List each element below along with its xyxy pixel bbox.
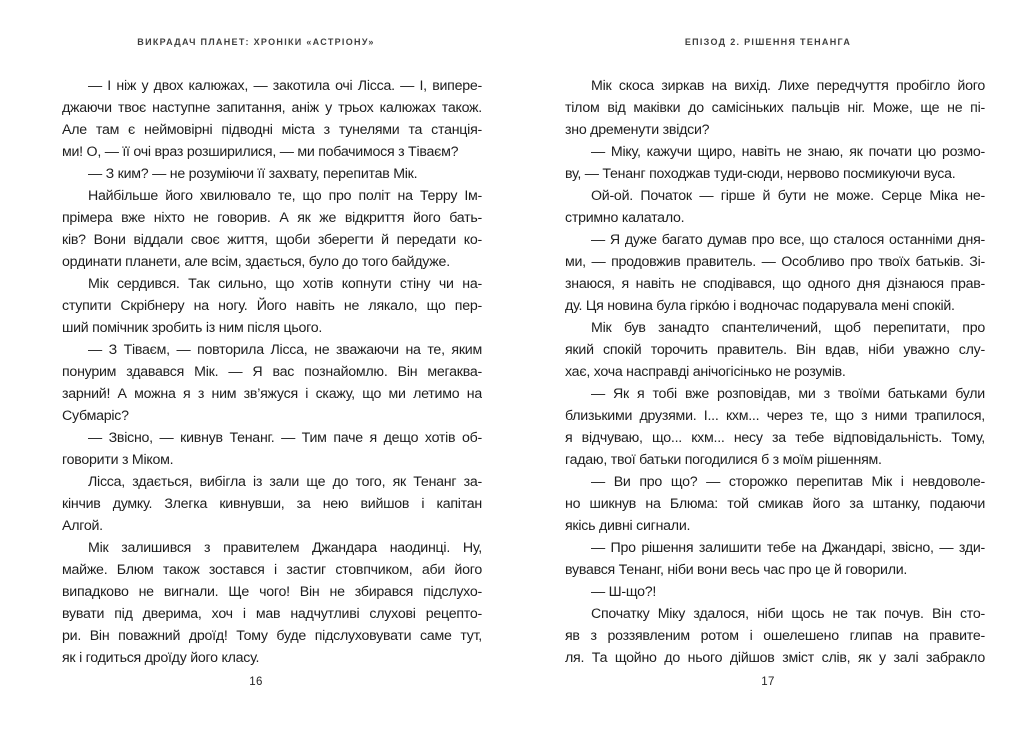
- text-line: вувати під дверима, хоч і мав надчутливі слухові рецепто-: [62, 606, 482, 622]
- text-line: Субмаріс?: [62, 408, 129, 424]
- text-line: ми! О, — її очі враз розширилися, — ми побачимося з Тіваєм?: [62, 144, 459, 160]
- text-line: ків? Вони віддали своє життя, щоби зберегти й передати ко-: [62, 232, 482, 248]
- text-line: Мік сердився. Так сильно, що хотів копнути стіну чи на-: [88, 276, 482, 292]
- text-line: — Про рішення залишити тебе на Джандарі, звісно, — зди-: [591, 540, 985, 556]
- page-number-right: 17: [761, 676, 775, 688]
- text-line: ординати планети, але всім, здається, було до того байдуже.: [62, 254, 450, 270]
- paragraph: [62, 339, 482, 427]
- paragraph: [565, 185, 985, 229]
- paragraph: [62, 75, 482, 163]
- text-line: зарний! А можна я з ним зв’яжуся і скажу, що ми летимо на: [62, 386, 482, 402]
- paragraph: [565, 141, 985, 185]
- right-page: [512, 0, 1024, 741]
- paragraph: [565, 229, 985, 317]
- text-line: Мік скоса зиркав на вихід. Лихе передчуття пробігло його: [591, 78, 985, 94]
- text-line: Алгой.: [62, 518, 103, 534]
- text-line: Найбільше його хвилювало те, що про політ на Терру Ім-: [88, 188, 482, 204]
- paragraph: [565, 383, 985, 471]
- text-line: ший помічник зробить із ним після цього.: [62, 320, 323, 336]
- text-line: — Як я тобі вже розповідав, ми з твоїми батьками були: [591, 386, 985, 402]
- text-line: ми, — продовжив правитель. — Особливо про твоїх батьків. Зі-: [565, 254, 985, 270]
- paragraph: [565, 317, 985, 383]
- text-line: зно дременути звідси?: [565, 122, 710, 138]
- text-line: Але там є неймовірні підводні міста з тунелями та станція-: [62, 122, 482, 138]
- text-line: ву, — Тенанг походжав туди-сюди, нервово посмикуючи вуса.: [565, 166, 956, 182]
- text-line: Мік залишився з правителем Джандара наодинці. Ну,: [88, 540, 482, 556]
- text-line: кінчив думку. Злегка кивнувши, за нею вийшов і капітан: [62, 496, 482, 512]
- text-line: Лісса, здається, вибігла із зали ще до того, як Тенанг за-: [88, 474, 482, 490]
- text-line: Спочатку Міку здалося, ніби щось не так почув. Він сто-: [591, 606, 985, 622]
- text-line: ля. Та щойно до нього дійшов зміст слів, як у залі забракло: [565, 650, 985, 666]
- text-line: гадаю, твої батьки погодилися б з моїм рішенням.: [565, 452, 882, 468]
- text-line: вувався Тенанг, ніби вони весь час про це й говорили.: [565, 562, 908, 578]
- paragraph: [62, 427, 482, 471]
- text-line: яв з роззявленим ротом і ошелешено глипав на правите-: [565, 628, 985, 644]
- text-line: ступити Скрібнеру на ногу. Його навіть не лякало, що пер-: [62, 298, 482, 314]
- text-line: випадково не вигнали. Ще чого! Він не збирався підслухо-: [62, 584, 482, 600]
- text-line: як і годиться дроїду його класу.: [62, 650, 260, 666]
- page-number-left: 16: [249, 676, 263, 688]
- text-line: ду. Ця новина була гірко́ю і водночас подарувала мені спокій.: [565, 298, 955, 314]
- text-line: понурим здавався Мік. — Я вас познайомлю. Він мегаква-: [62, 364, 482, 380]
- text-line: прімера вже ніхто не говорив. А як же відкриття його бать-: [62, 210, 482, 226]
- paragraph: [565, 603, 985, 669]
- text-line: — Ш-що?!: [591, 584, 657, 600]
- text-line: но шикнув на Блюма: той смикав його за штанку, подаючи: [565, 496, 985, 512]
- text-line: — І ніж у двох калюжах, — закотила очі Лісса. — І, випере-: [88, 78, 482, 94]
- text-line: майже. Блюм також зостався і застиг стовпчиком, аби його: [62, 562, 482, 578]
- running-header-chapter-title: ЕПІЗОД 2. РІШЕННЯ ТЕНАНГА: [684, 37, 852, 47]
- text-line: Ой-ой. Початок — гірше й бути не може. Серце Міка не-: [591, 188, 985, 204]
- text-line: — Звісно, — кивнув Тенанг. — Тим паче я дещо хотів об-: [88, 430, 482, 446]
- text-line: який спокій торочить правитель. Він вдав, ніби уважно слу-: [565, 342, 985, 358]
- right-page-text: [565, 75, 985, 669]
- text-line: хає, хоча насправді анічогісінько не розумів.: [565, 364, 846, 380]
- text-line: — Ви про що? — сторожко перепитав Мік і невдоволе-: [591, 474, 985, 490]
- text-line: — З Тіваєм, — повторила Лісса, не зважаючи на те, яким: [88, 342, 482, 358]
- text-line: близькими друзями. І... кхм... через те, що з ними трапилося,: [565, 408, 985, 424]
- text-line: якісь дивні сигнали.: [565, 518, 691, 534]
- text-line: говорити з Міком.: [62, 452, 174, 468]
- paragraph: [62, 185, 482, 273]
- paragraph: [565, 581, 985, 603]
- paragraph: [62, 163, 482, 185]
- text-line: я відчуваю, що... кхм... несу за тебе відповідальність. Тому,: [565, 430, 985, 446]
- text-line: знаюся, я навіть не сподівався, що одного дня дізнаюся прав-: [565, 276, 985, 292]
- text-line: — З ким? — не розуміючи її захвату, перепитав Мік.: [88, 166, 418, 182]
- paragraph: [565, 471, 985, 537]
- text-line: — Я дуже багато думав про все, що сталося останніми дня-: [591, 232, 985, 248]
- paragraph: [565, 75, 985, 141]
- paragraph: [565, 537, 985, 581]
- text-line: — Міку, кажучи щиро, навіть не знаю, як почати цю розмо-: [591, 144, 985, 160]
- left-page-text: [62, 75, 482, 669]
- text-line: ри. Він поважний дроїд! Тому буде підслуховувати саме тут,: [62, 628, 482, 644]
- text-line: тілом від маківки до самісіньких пальців ніг. Може, ще не пі-: [565, 100, 985, 116]
- paragraph: [62, 273, 482, 339]
- running-header-book-title: ВИКРАДАЧ ПЛАНЕТ: ХРОНІКИ «АСТРІОНУ»: [137, 37, 375, 47]
- text-line: джаючи твоє наступне запитання, аніж у трьох калюжах також.: [62, 100, 482, 116]
- text-line: Мік був занадто спантеличений, щоб перепитати, про: [591, 320, 985, 336]
- paragraph: [62, 471, 482, 537]
- paragraph: [62, 537, 482, 669]
- text-line: стримно калатало.: [565, 210, 685, 226]
